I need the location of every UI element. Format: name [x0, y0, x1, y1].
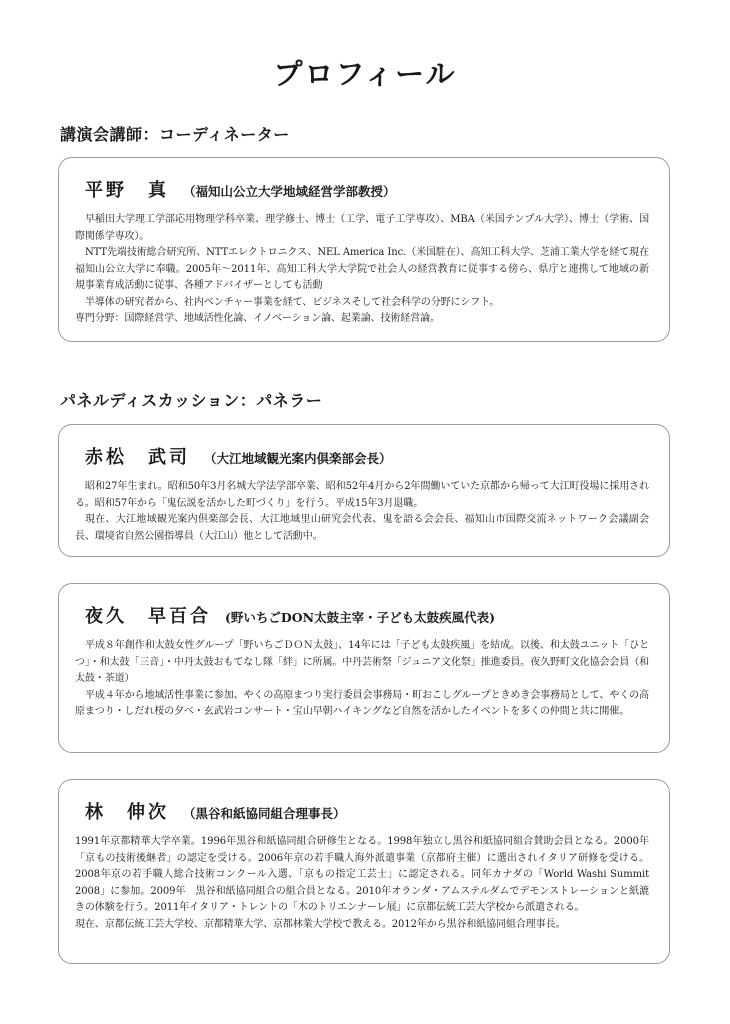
- person-title: （黒谷和紙協同組合理事長）: [183, 806, 346, 821]
- person-title: (野いちごDON太鼓主宰・子ども太鼓疾風代表): [225, 610, 495, 625]
- profile-paragraph: 1991年京都精華大学卒業。1996年黒谷和紙協同組合研修生となる。1998年独立し黒谷和紙協同組合賛助会員となる。2000年「京もの技術後継者」の認定を受ける。2006年京の若手職人海外派遣事業（京都府主催）に選出されイタリア研修を受ける。2008年京の若手職人総合技術コンクール入選、「京もの指定工芸士」に認定される。同年カナダの「World Washi Summit 2008」に参加。2009年 黒谷和紙協同組合の組合員となる。2010年オランダ・アムステルダムでデモンストレーションと紙漉きの体験を行う。2011年イタリア・トレントの「木のトリエンナーレ展」に京都伝統工芸大学校から派遣される。: [75, 836, 649, 913]
- page-title: プロフィール: [273, 57, 457, 91]
- person-name: 赤松 武司: [85, 447, 190, 468]
- section-heading-speaker: 講演会講師：コーディネーター: [60, 125, 290, 144]
- person-title: （福知山公立大学地域経営学部教授）: [183, 184, 396, 199]
- profile-paragraph: 半導体の研究者から、社内ベンチャー事業を経て、ビジネスそして社会科学の分野にシフト。: [85, 296, 500, 308]
- profile-paragraph: NTT先端技術総合研究所、NTTエレクトロニクス、NEL America Inc.（米国駐在）、高知工科大学、芝浦工業大学を経て現在福知山公立大学に奉職。2005年～2011年、高知工科大学大学院で社会人の経営教育に従事する傍ら、県庁と連携して地域の新規事業育成活動に従事、各種アドバイザーとしても活動: [75, 247, 649, 291]
- profile-card: [58, 583, 670, 753]
- profile-paragraph: 早稲田大学理工学部応用物理学科卒業、理学修士、博士（工学、電子工学専攻）、MBA（米国テンプル大学）、博士（学術、国際関係学専攻）。: [75, 214, 649, 242]
- profile-paragraph: 平成４年から地域活性事業に参加、やくの高原まつり実行委員会事務局・町おこしグループときめき会事務局として、やくの高原まつり・しだれ桜の夕べ・玄武岩コンサート・宝山早朝ハイキングなど自然を活かしたイベントを多くの仲間と共に開催。: [75, 689, 649, 717]
- profile-paragraph: 昭和27年生まれ。昭和50年3月名城大学法学部卒業、昭和52年4月から2年間働いていた京都から帰って大江町役場に採用される。昭和57年から「鬼伝説を活かした町づくり」を行う。平成15年3月退職。: [75, 481, 649, 509]
- person-title: （大江地域観光案内倶楽部会長）: [204, 451, 392, 466]
- section-heading-panel: パネルディスカッション：パネラー: [60, 391, 323, 410]
- profile-card: [58, 157, 670, 342]
- profile-card: [58, 779, 670, 964]
- profile-paragraph: 専門分野：国際経営学、地域活性化論、イノベーション論、起業論、技術経営論。: [75, 313, 440, 324]
- person-name: 林 伸次: [85, 802, 169, 823]
- profile-card: [58, 424, 670, 557]
- profile-paragraph: 平成８年創作和太鼓女性グループ「野いちごＤＯＮ太鼓」、14年には「子ども太鼓疾風」を結成。以後、和太鼓ユニット「ひとつ」・和太鼓「三音」・中丹太鼓おもてなし隊「絆」に所属。中丹芸術祭「ジュニア文化祭」推進委員。夜久野町文化協会会員（和太鼓・茶道）: [75, 640, 649, 684]
- profile-paragraph: 現在、大江地域観光案内倶楽部会長、大江地域里山研究会代表、鬼を語る会会長、福知山市国際交流ネットワーク会議副会長、環境省自然公園指導員（大江山）他として活動中。: [75, 514, 649, 542]
- profile-paragraph: 現在、京都伝統工芸大学校、京都精華大学、京都林業大学校で教える。2012年から黒谷和紙協同組合理事長。: [75, 918, 566, 930]
- person-name: 夜久 早百合: [85, 606, 211, 627]
- person-name: 平野 真: [85, 180, 169, 201]
